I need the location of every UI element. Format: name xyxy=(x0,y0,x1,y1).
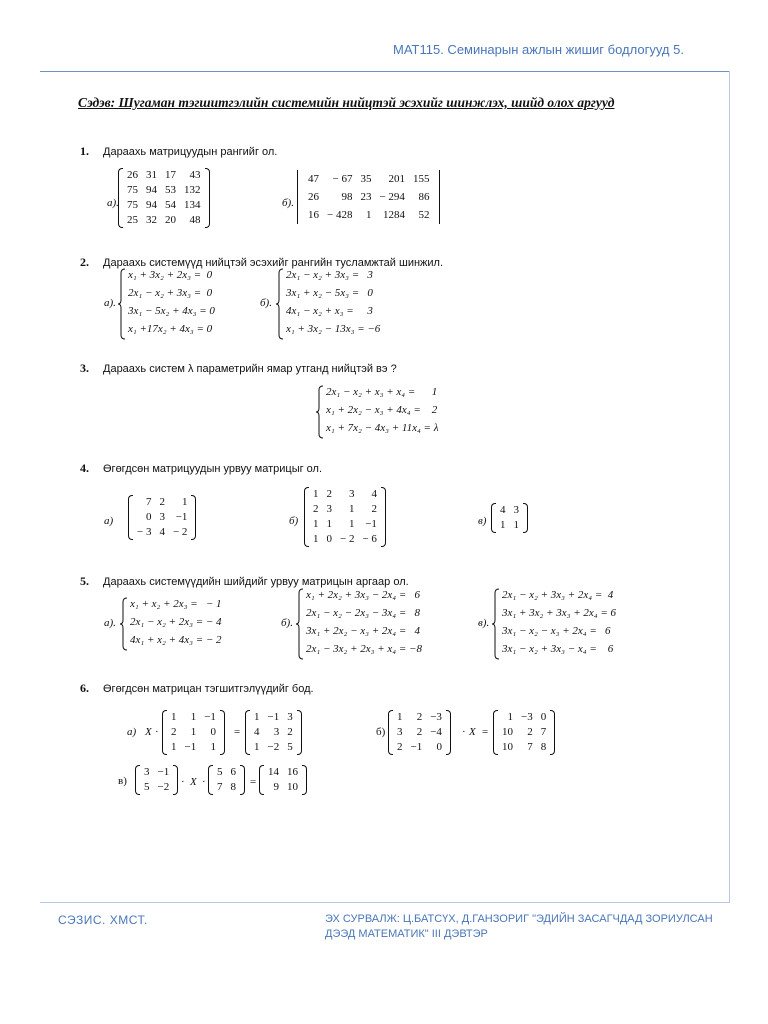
matrix-cell: 53 xyxy=(165,184,176,196)
matrix-bracket-left xyxy=(297,170,302,224)
matrix-row xyxy=(167,710,220,725)
matrix-cell: 7 xyxy=(540,726,547,738)
matrix-body xyxy=(250,710,297,755)
problem-5 xyxy=(80,572,409,590)
matrix-row xyxy=(167,725,220,740)
matrix-cell: 7 xyxy=(145,496,152,508)
matrix-4b xyxy=(304,487,386,547)
footer-rule xyxy=(40,902,730,903)
problem-text: Дараахь системүүд нийцтэй эсэхийг рангийн тусламжтай шинжил. xyxy=(103,257,444,269)
label-a: а). xyxy=(104,297,116,309)
equation-line: 3x₁ + 2x₂ − x₃ + 2x₄ = 4 xyxy=(306,625,421,637)
matrix-cell: 8 xyxy=(540,741,547,753)
matrix-row xyxy=(133,495,191,510)
equation-line: 3x₁ − 5x₂ + 4x₃ = 0 xyxy=(128,305,215,317)
matrix-cell: − 67 xyxy=(332,173,353,185)
footer-source: ЭХ СУРВАЛЖ: Ц.БАТСҮХ, Д.ГАНЗОРИГ "ЭДИЙН ЗАСАГЧДАД ЗОРИУЛСАН ДЭЭД МАТЕМАТИК" III ДЭВТЭР xyxy=(325,913,713,940)
equation-line: 2x₁ − 3x₂ + 2x₃ + x₄ = −8 xyxy=(306,643,422,655)
matrix-cell: 98 xyxy=(341,191,353,203)
matrix-cell: 1284 xyxy=(382,209,405,221)
matrix-cell: 86 xyxy=(418,191,430,203)
matrix-body xyxy=(304,170,433,224)
matrix-body xyxy=(496,503,523,533)
dot-operator: · xyxy=(462,726,466,738)
matrix-6b-left xyxy=(388,710,451,755)
matrix-cell: 10 xyxy=(502,741,513,753)
matrix-row xyxy=(264,780,302,795)
x-symbol: X xyxy=(190,776,197,788)
matrix-cell: 5 xyxy=(287,741,293,753)
matrix-cell: 1 xyxy=(397,711,403,723)
problem-text: Өгөгдсөн матрицуудын урвуу матрицыг ол. xyxy=(103,463,323,475)
matrix-cell: 2 xyxy=(326,488,332,500)
matrix-cell: 94 xyxy=(146,184,157,196)
matrix-6v-right xyxy=(259,765,307,795)
matrix-cell: 1 xyxy=(210,741,216,753)
matrix-row xyxy=(250,725,297,740)
matrix-body xyxy=(498,710,550,755)
matrix-cell: − 294 xyxy=(379,191,405,203)
label-b: б). xyxy=(281,617,293,629)
equals-sign: = xyxy=(482,726,489,738)
matrix-cell: 1 xyxy=(190,726,197,738)
dot-operator: · xyxy=(155,726,159,738)
matrix-cell: 1 xyxy=(254,711,260,723)
equation-line: 2x₁ − x₂ + x₃ + x₄ = 1 xyxy=(326,386,438,398)
problem-3 xyxy=(80,359,397,377)
equation-line: 2x₁ − x₂ + 3x₃ = 3 xyxy=(286,269,373,281)
matrix-row xyxy=(264,765,302,780)
matrix-cell: 1 xyxy=(500,519,506,531)
matrix-cell: 1 xyxy=(313,533,319,545)
matrix-cell: −2 xyxy=(267,741,280,753)
matrix-bracket-right xyxy=(523,503,528,533)
page-header: MAT115. Семинарын ажлын жишиг бодлогууд 5. xyxy=(393,42,684,57)
matrix-row xyxy=(250,740,297,755)
matrix-cell: 52 xyxy=(418,209,430,221)
matrix-4a xyxy=(128,495,196,540)
equation-line: 2x₁ − x₂ − 2x₃ − 3x₄ = 8 xyxy=(306,607,421,619)
matrix-cell: 0 xyxy=(540,711,547,723)
matrix-cell: 7 xyxy=(217,781,223,793)
matrix-cell: 47 xyxy=(308,173,319,185)
matrix-row xyxy=(167,740,220,755)
matrix-cell: 94 xyxy=(146,199,157,211)
matrix-1b xyxy=(297,170,440,224)
matrix-cell: −1 xyxy=(184,741,197,753)
matrix-body xyxy=(133,495,191,540)
matrix-cell: 32 xyxy=(146,214,157,226)
problem-1 xyxy=(80,142,277,160)
label-v: в) xyxy=(478,515,487,527)
equation-line: 2x₁ − x₂ + 2x₃ = − 4 xyxy=(130,616,222,628)
matrix-row xyxy=(496,518,523,533)
matrix-cell: −1 xyxy=(410,741,423,753)
equation-line: 3x₁ + x₂ − 5x₃ = 0 xyxy=(286,287,373,299)
label-v: в). xyxy=(478,617,490,629)
system-brace xyxy=(120,597,128,651)
matrix-cell: 1 xyxy=(313,518,319,530)
matrix-cell: 5 xyxy=(144,781,150,793)
equation-line: x₁ +17x₂ + 4x₃ = 0 xyxy=(128,323,213,335)
matrix-cell: 23 xyxy=(360,191,372,203)
matrix-cell: 9 xyxy=(273,781,279,793)
label-b: б) xyxy=(376,726,386,738)
matrix-bracket-right xyxy=(297,710,302,755)
matrix-cell: 31 xyxy=(146,169,157,181)
matrix-row xyxy=(213,765,240,780)
matrix-row xyxy=(133,510,191,525)
matrix-row xyxy=(123,213,205,228)
matrix-cell: 3 xyxy=(397,726,403,738)
matrix-cell: 201 xyxy=(388,173,405,185)
matrix-cell: 14 xyxy=(268,766,279,778)
matrix-cell: 1 xyxy=(348,503,355,515)
matrix-cell: − 3 xyxy=(137,526,152,538)
matrix-row xyxy=(393,740,446,755)
matrix-body xyxy=(309,487,381,547)
matrix-body xyxy=(140,765,173,795)
matrix-cell: 48 xyxy=(189,214,201,226)
label-a: а). xyxy=(104,617,116,629)
matrix-cell: 2 xyxy=(313,503,319,515)
matrix-6b-right xyxy=(493,710,555,755)
equation-line: 3x₁ − x₂ − x₃ + 2x₄ = 6 xyxy=(502,625,611,637)
equation-line: x₁ + 2x₂ + 3x₃ − 2x₄ = 6 xyxy=(306,589,421,601)
matrix-cell: 1 xyxy=(254,741,260,753)
matrix-cell: 3 xyxy=(287,711,293,723)
header-rule xyxy=(40,71,730,72)
matrix-row xyxy=(309,532,381,547)
matrix-row xyxy=(123,198,205,213)
matrix-cell: 3 xyxy=(273,726,280,738)
matrix-row xyxy=(250,710,297,725)
matrix-row xyxy=(133,525,191,540)
equation-line: x₁ + 3x₂ + 2x₃ = 0 xyxy=(128,269,213,281)
matrix-cell: 1 xyxy=(365,209,372,221)
matrix-cell: 2 xyxy=(171,726,177,738)
matrix-cell: 0 xyxy=(436,741,442,753)
matrix-cell: 2 xyxy=(416,711,423,723)
problem-6 xyxy=(80,679,314,697)
matrix-cell: 4 xyxy=(254,726,260,738)
matrix-bracket-right xyxy=(240,765,245,795)
problem-text: Өгөгдсөн матрицан тэгшитгэлүүдийг бод. xyxy=(103,683,314,695)
matrix-cell: −2 xyxy=(157,781,170,793)
matrix-cell: 2 xyxy=(287,726,293,738)
matrix-body xyxy=(123,168,205,228)
matrix-cell: −1 xyxy=(365,518,377,530)
problem-text: Дараахь матрицуудын рангийг ол. xyxy=(103,146,278,158)
matrix-cell: 4 xyxy=(159,526,165,538)
problem-number: 6. xyxy=(80,681,89,695)
problem-text: Дараахь систем λ параметрийн ямар утганд нийцтэй вэ ? xyxy=(103,363,397,375)
dot-operator: · xyxy=(202,776,206,788)
matrix-row xyxy=(304,206,433,224)
matrix-cell: −3 xyxy=(430,711,442,723)
matrix-cell: 7 xyxy=(527,741,533,753)
matrix-cell: − 428 xyxy=(327,209,353,221)
matrix-cell: − 2 xyxy=(172,526,188,538)
equation-line: 3x₁ + 3x₂ + 3x₃ + 2x₄ = 6 xyxy=(502,607,617,619)
matrix-bracket-right xyxy=(220,710,225,755)
label-a: а) xyxy=(127,726,137,738)
matrix-6a-left xyxy=(162,710,225,755)
matrix-bracket-right xyxy=(173,765,178,795)
footer-left: СЭЗИС. ХМСТ. xyxy=(58,913,148,927)
matrix-cell: − 2 xyxy=(340,533,355,545)
equation-line: x₁ + 2x₂ − x₃ + 4x₄ = 2 xyxy=(326,404,438,416)
matrix-cell: 134 xyxy=(184,199,201,211)
matrix-row xyxy=(393,710,446,725)
matrix-cell: 1 xyxy=(348,518,355,530)
matrix-cell: 75 xyxy=(127,184,138,196)
matrix-cell: 3 xyxy=(348,488,355,500)
problem-number: 2. xyxy=(80,255,89,269)
matrix-cell: −1 xyxy=(175,511,188,523)
label-a: а) xyxy=(104,515,114,527)
matrix-cell: 26 xyxy=(308,191,319,203)
problem-4 xyxy=(80,459,322,477)
matrix-cell: 132 xyxy=(184,184,201,196)
equation-line: 2x₁ − x₂ + 3x₃ + 2x₄ = 4 xyxy=(502,589,614,601)
matrix-row xyxy=(498,725,550,740)
matrix-row xyxy=(309,517,381,532)
matrix-cell: 0 xyxy=(210,726,216,738)
matrix-cell: 3 xyxy=(326,503,332,515)
equals-sign: = xyxy=(234,726,241,738)
matrix-row xyxy=(140,765,173,780)
matrix-bracket-right xyxy=(205,168,210,228)
matrix-cell: 1 xyxy=(171,711,177,723)
equals-sign: = xyxy=(250,776,257,788)
matrix-cell: 2 xyxy=(527,726,533,738)
matrix-bracket-right xyxy=(302,765,307,795)
matrix-row xyxy=(123,168,205,183)
matrix-bracket-right xyxy=(446,710,451,755)
matrix-cell: 43 xyxy=(189,169,201,181)
equation-line: x₁ + 7x₂ − 4x₃ + 11x₄ = λ xyxy=(326,422,439,434)
matrix-cell: 1 xyxy=(181,496,188,508)
matrix-row xyxy=(304,170,433,188)
matrix-cell: 10 xyxy=(502,726,513,738)
matrix-cell: 20 xyxy=(165,214,176,226)
matrix-cell: 5 xyxy=(217,766,223,778)
matrix-row xyxy=(309,487,381,502)
matrix-cell: 3 xyxy=(513,504,519,516)
matrix-cell: 1 xyxy=(513,519,519,531)
matrix-cell: 3 xyxy=(159,511,165,523)
matrix-cell: 16 xyxy=(308,209,319,221)
matrix-cell: −1 xyxy=(157,766,170,778)
matrix-row xyxy=(498,710,550,725)
dot-operator: · xyxy=(181,776,185,788)
matrix-cell: 1 xyxy=(190,711,197,723)
problem-text: Дараахь системүүдийн шийдийг урвуу матрицын аргаар ол. xyxy=(103,576,409,588)
matrix-body xyxy=(213,765,240,795)
matrix-cell: 17 xyxy=(165,169,176,181)
equation-line: 3x₁ − x₂ + 3x₃ − x₄ = 6 xyxy=(502,643,614,655)
matrix-cell: 8 xyxy=(230,781,236,793)
system-brace xyxy=(296,588,304,660)
problem-number: 1. xyxy=(80,144,89,158)
matrix-cell: −1 xyxy=(204,711,216,723)
matrix-cell: 1 xyxy=(326,518,332,530)
matrix-cell: 1 xyxy=(507,711,513,723)
matrix-cell: 26 xyxy=(127,169,138,181)
matrix-cell: 1 xyxy=(313,488,319,500)
equation-line: x₁ + 3x₂ − 13x₃ = −6 xyxy=(286,323,381,335)
equation-line: 2x₁ − x₂ + 3x₃ = 0 xyxy=(128,287,213,299)
matrix-cell: 75 xyxy=(127,199,138,211)
matrix-row xyxy=(123,183,205,198)
system-brace xyxy=(316,385,324,439)
matrix-bracket-right xyxy=(381,487,386,547)
matrix-row xyxy=(498,740,550,755)
matrix-cell: 6 xyxy=(230,766,236,778)
matrix-cell: 3 xyxy=(144,766,150,778)
matrix-cell: −1 xyxy=(267,711,280,723)
matrix-cell: −4 xyxy=(430,726,442,738)
matrix-cell: 1 xyxy=(171,741,177,753)
matrix-bracket-right xyxy=(550,710,555,755)
label-a: а). xyxy=(107,197,119,209)
equation-line: 4x₁ − x₂ + x₃ = 3 xyxy=(286,305,373,317)
matrix-cell: −3 xyxy=(521,711,533,723)
matrix-6v-left xyxy=(135,765,178,795)
matrix-bracket-right xyxy=(435,170,440,224)
matrix-row xyxy=(140,780,173,795)
matrix-cell: 2 xyxy=(416,726,423,738)
matrix-body xyxy=(264,765,302,795)
equation-line: 4x₁ + x₂ + 4x₃ = − 2 xyxy=(130,634,222,646)
label-b: б) xyxy=(289,515,299,527)
problem-number: 5. xyxy=(80,574,89,588)
matrix-cell: 155 xyxy=(412,173,430,185)
label-b: б). xyxy=(282,197,294,209)
matrix-4v xyxy=(491,503,528,533)
matrix-row xyxy=(393,725,446,740)
label-v: в) xyxy=(118,775,127,787)
matrix-row xyxy=(213,780,240,795)
matrix-cell: 2 xyxy=(397,741,403,753)
matrix-bracket-right xyxy=(191,495,196,540)
problem-number: 3. xyxy=(80,361,89,375)
matrix-6a-right xyxy=(245,710,302,755)
matrix-cell: 0 xyxy=(145,511,152,523)
matrix-cell: 2 xyxy=(371,503,377,515)
equation-line: x₁ + x₂ + 2x₃ = − 1 xyxy=(130,598,222,610)
matrix-cell: − 6 xyxy=(362,533,377,545)
matrix-6v-mid xyxy=(208,765,245,795)
matrix-cell: 2 xyxy=(159,496,165,508)
matrix-1a xyxy=(118,168,210,228)
matrix-cell: 25 xyxy=(127,214,138,226)
system-brace xyxy=(492,588,500,660)
matrix-body xyxy=(167,710,220,755)
x-symbol: X xyxy=(469,726,476,738)
matrix-row xyxy=(309,502,381,517)
matrix-body xyxy=(393,710,446,755)
x-symbol: X xyxy=(145,726,152,738)
matrix-cell: 54 xyxy=(165,199,176,211)
problem-number: 4. xyxy=(80,461,89,475)
matrix-row xyxy=(496,503,523,518)
matrix-cell: 16 xyxy=(287,766,298,778)
matrix-cell: 35 xyxy=(360,173,372,185)
page-border-right xyxy=(729,71,730,902)
label-b: б). xyxy=(260,297,272,309)
matrix-row xyxy=(304,188,433,206)
matrix-cell: 4 xyxy=(500,504,506,516)
matrix-cell: 4 xyxy=(371,488,377,500)
system-brace xyxy=(118,268,126,340)
matrix-cell: 10 xyxy=(287,781,298,793)
topic-title: Сэдэв: Шугаман тэгшитгэлийн системийн нийцтэй эсэхийг шинжлэх, шийд олох аргууд xyxy=(78,95,615,110)
system-brace xyxy=(276,268,284,340)
matrix-cell: 0 xyxy=(326,533,332,545)
